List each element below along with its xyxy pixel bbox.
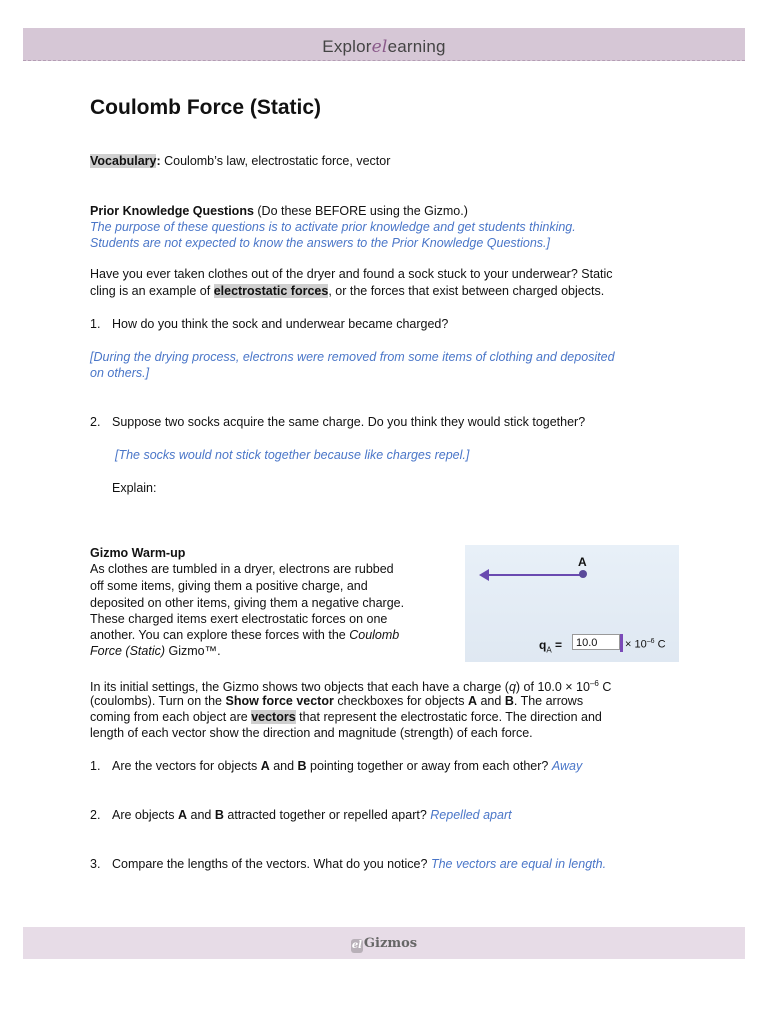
header-band xyxy=(23,28,745,61)
warmup-question-2: 2. Are objects A and B attracted together or repelled apart? Repelled apart xyxy=(90,808,512,822)
charge-slider-handle xyxy=(620,634,623,652)
warmup-line6: Force (Static) Gizmo™. xyxy=(90,644,221,658)
page-title: Coulomb Force (Static) xyxy=(90,96,322,119)
warmup-question-1: 1. Are the vectors for objects A and B pointing together or away from each other? Away xyxy=(90,759,583,773)
teacher-note-line1: The purpose of these questions is to activate prior knowledge and get students thinking. xyxy=(90,220,576,234)
warmup-line4: These charged items exert electrostatic forces on one xyxy=(90,612,388,626)
warmup-line5: another. You can explore these forces with the Coulomb xyxy=(90,628,400,642)
warmup-line2: off some items, giving them a positive charge, and xyxy=(90,579,368,593)
prior-knowledge-heading: Prior Knowledge Questions (Do these BEFORE using the Gizmo.) xyxy=(90,204,468,218)
para2-line4: length of each vector show the direction and magnitude (strength) of each force. xyxy=(90,726,533,740)
explain-label: Explain: xyxy=(112,481,157,495)
answer-1-line1: [During the drying process, electrons were removed from some items of clothing and deposited xyxy=(90,350,615,364)
warmup-question-3: 3. Compare the lengths of the vectors. What do you notice? The vectors are equal in length. xyxy=(90,857,607,871)
gizmo-screenshot xyxy=(465,545,679,662)
question-1: 1. How do you think the sock and underwear became charged? xyxy=(90,317,449,331)
answer-2: [The socks would not stick together because like charges repel.] xyxy=(115,448,470,462)
charge-label: $q_A$ = xyxy=(539,638,563,655)
force-vector-arrowhead xyxy=(479,569,489,581)
charge-unit: × $10^{-6}$ C xyxy=(625,638,666,651)
warmup-heading: Gizmo Warm-up xyxy=(90,546,186,560)
charge-input: 10.0 xyxy=(572,634,620,650)
object-a-charge xyxy=(579,570,587,578)
warmup-line1: As clothes are tumbled in a dryer, electrons are rubbed xyxy=(90,562,394,576)
object-a-label: A xyxy=(578,555,587,569)
force-vector-line xyxy=(485,574,581,576)
para2-line2: (coulombs). Turn on the Show force vector checkboxes for objects A and B. The arrows xyxy=(90,694,584,708)
intro-line2: cling is an example of electrostatic forces, or the forces that exist between charged objects. xyxy=(90,284,605,298)
footer-band xyxy=(23,927,745,959)
gizmos-logo: el Gizmos xyxy=(351,936,418,951)
para2-line1: In its initial settings, the Gizmo shows two objects that each have a charge (q) of $10.0 \times 10^{-6}$ C xyxy=(90,679,612,695)
teacher-note-line2: Students are not expected to know the answers to the Prior Knowledge Questions.] xyxy=(90,236,550,250)
vocabulary-line: Vocabulary: Coulomb’s law, electrostatic force, vector xyxy=(90,154,391,168)
answer-1-line2: on others.] xyxy=(90,366,150,380)
para2-line3: coming from each object are vectors that represent the electrostatic force. The direction and xyxy=(90,710,602,724)
explorelearning-logo: Explorelearning xyxy=(322,37,446,57)
warmup-line3: deposited on other items, giving them a negative charge. xyxy=(90,596,405,610)
intro-line1: Have you ever taken clothes out of the dryer and found a sock stuck to your underwear? Static xyxy=(90,267,613,281)
question-2: 2. Suppose two socks acquire the same charge. Do you think they would stick together? xyxy=(90,415,586,429)
